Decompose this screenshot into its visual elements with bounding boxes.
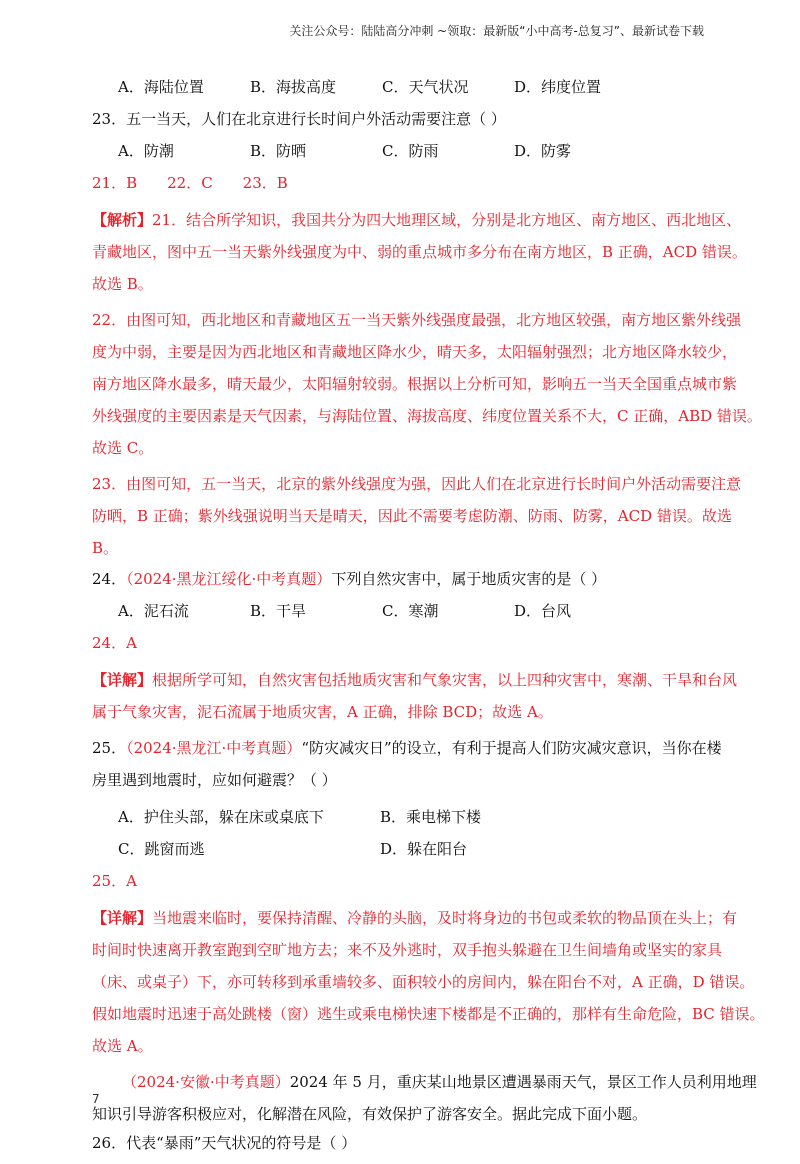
q25-stem: [92, 732, 722, 796]
q24-source: （2024·黑龙江绥化·中考真题）: [126, 570, 332, 588]
q24-stem: [92, 568, 722, 590]
analysis-23-line: B。: [92, 539, 119, 557]
q25-option-d: D．躲在阳台: [380, 840, 468, 858]
q22-option-a: A．海陆位置: [118, 78, 204, 96]
q25-answer: 25．A: [92, 872, 137, 890]
q23-options: [92, 140, 722, 162]
q24-detail-line: 根据所学可知，自然灾害包括地质灾害和气象灾害，以上四种灾害中，寒潮、干旱和台风: [152, 671, 738, 689]
q22-option-d: D．纬度位置: [514, 78, 602, 96]
q23-option-d: D．防雾: [514, 142, 572, 160]
q24-options: [92, 600, 722, 622]
intro-line2: 知识引导游客积极应对，化解潜在风险，有效保护了游客安全。据此完成下面小题。: [92, 1105, 648, 1123]
detail-tag: 【详解】: [92, 671, 153, 689]
q23-option-c: C．防雨: [382, 142, 439, 160]
q25-option-b: B．乘电梯下楼: [380, 808, 482, 826]
q24-option-c: C．寒潮: [382, 602, 439, 620]
q24-text: 下列自然灾害中，属于地质灾害的是（ ）: [331, 570, 607, 588]
q22-option-b: B．海拔高度: [250, 78, 337, 96]
q25-source: （2024·黑龙江·中考真题）: [126, 739, 302, 757]
q25-detail-line: 时间时快速离开教室跑到空旷地方去；来不及外逃时，双手抱头躲避在卫生间墙角或坚实的家具: [92, 941, 723, 959]
q24-detail: [92, 664, 738, 728]
analysis-23-line: 23．由图可知，五一当天，北京的紫外线强度为强，因此人们在北京进行长时间户外活动需要注意: [92, 475, 742, 493]
analysis-21: [92, 204, 747, 300]
q22-options: [92, 76, 722, 98]
q25-text-line2: 房里遇到地震时，应如何避震？（ ）: [92, 771, 337, 789]
q26-stem: 26．代表“暴雨”天气状况的符号是（ ）: [92, 1134, 357, 1152]
q25-option-c: C．跳窗而逃: [118, 840, 205, 858]
analysis-22-line: 外线强度的主要因素是天气因素，与海陆位置、海拔高度、纬度位置关系不大，C 正确，ABD 错误。: [92, 407, 762, 425]
answers-21-23: 21．B 22．C 23．B: [92, 174, 288, 192]
page-number: 7: [92, 1092, 100, 1106]
q24-number: 24．: [92, 570, 127, 588]
q24-option-b: B．干旱: [250, 602, 307, 620]
analysis-21-line: 故选 B。: [92, 275, 153, 293]
analysis-22-line: 度为中弱，主要是因为西北地区和青藏地区降水少，晴天多，太阳辐射强烈；北方地区降水较少，: [92, 343, 738, 361]
q25-number: 25．: [92, 739, 127, 757]
q25-text-line1: “防灾减灾日”的设立，有利于提高人们防灾减灾意识，当你在楼: [301, 739, 722, 757]
analysis-23-line: 防晒，B 正确；紫外线强说明当天是晴天，因此不需要考虑防潮、防雨、防雾，ACD 错误。故选: [92, 507, 732, 525]
analysis-21-line: 青藏地区，图中五一当天紫外线强度为中、弱的重点城市多分布在南方地区，B 正确，ACD 错误。: [92, 243, 747, 261]
q25-option-a: A．护住头部，躲在床或桌底下: [118, 808, 324, 826]
q23-stem: 23．五一当天，人们在北京进行长时间户外活动需要注意（ ）: [92, 110, 506, 128]
q25-options-row1: [92, 806, 722, 828]
analysis-21-line: 21．结合所学知识，我国共分为四大地理区域，分别是北方地区、南方地区、西北地区、: [152, 211, 742, 229]
q25-detail-line: （床、或桌子）下，亦可转移到承重墙较多、面积较小的房间内，躲在阳台不对，A 正确，D 错误。: [92, 973, 755, 991]
q25-detail: [92, 902, 765, 1062]
q26-intro: [92, 1066, 757, 1130]
analysis-tag: 【解析】: [92, 211, 153, 229]
detail-tag: 【详解】: [92, 909, 153, 927]
document-body: [92, 76, 765, 1164]
analysis-23: [92, 468, 742, 564]
q24-option-a: A．泥石流: [118, 602, 189, 620]
q25-detail-line: 假如地震时迅速于高处跳楼（窗）逃生或乘电梯快速下楼都是不正确的，那样有生命危险，BC 错误。: [92, 1005, 765, 1023]
q23-option-b: B．防晒: [250, 142, 307, 160]
intro-source: （2024·安徽·中考真题）: [122, 1073, 290, 1091]
q22-option-c: C．天气状况: [382, 78, 469, 96]
intro-line1: 2024 年 5 月，重庆某山地景区遭遇暴雨天气，景区工作人员利用地理: [289, 1073, 757, 1091]
analysis-22-line: 故选 C。: [92, 439, 154, 457]
q24-answer: 24．A: [92, 634, 137, 652]
page-header: 关注公众号：陆陆高分冲刺 ~领取：最新版“小中高考-总复习”、最新试卷下载: [289, 24, 704, 38]
analysis-22: [92, 304, 762, 464]
analysis-22-line: 南方地区降水最多，晴天最少，太阳辐射较弱。根据以上分析可知，影响五一当天全国重点城市紫: [92, 375, 738, 393]
analysis-22-line: 22．由图可知，西北地区和青藏地区五一当天紫外线强度最强，北方地区较强，南方地区紫外线强: [92, 311, 742, 329]
q25-detail-line: 故选 A。: [92, 1037, 153, 1055]
q24-detail-line: 属于气象灾害，泥石流属于地质灾害，A 正确，排除 BCD；故选 A。: [92, 703, 553, 721]
q24-option-d: D．台风: [514, 602, 572, 620]
q23-option-a: A．防潮: [118, 142, 174, 160]
q25-options-row2: [92, 838, 722, 860]
q25-detail-line: 当地震来临时，要保持清醒、冷静的头脑，及时将身边的书包或柔软的物品顶在头上；有: [152, 909, 738, 927]
